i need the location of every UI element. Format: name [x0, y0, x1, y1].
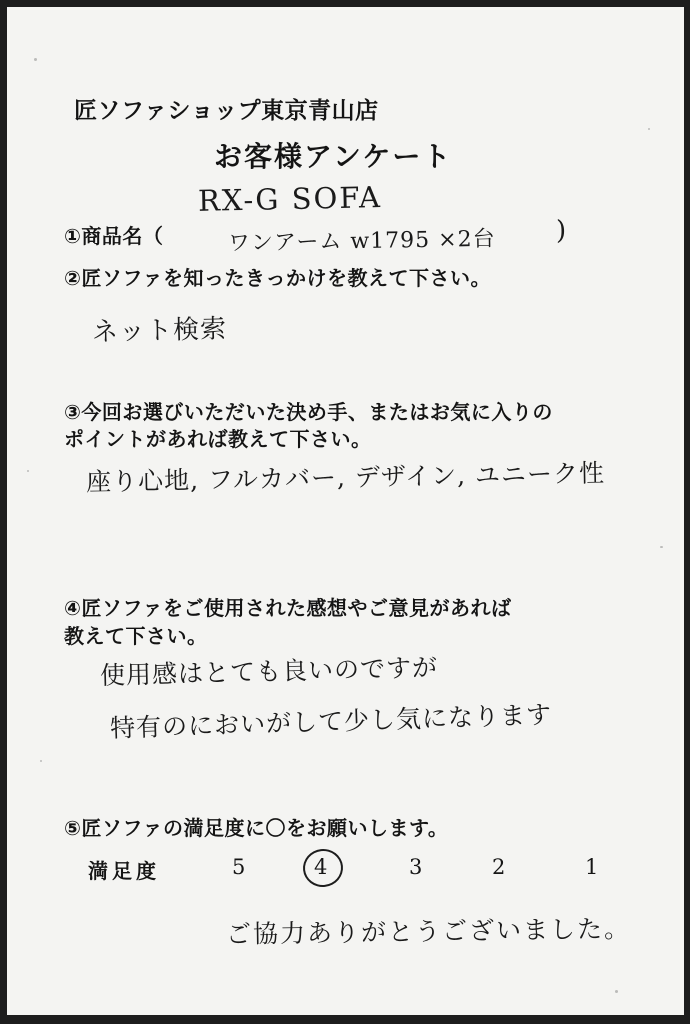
- rating-option-2[interactable]: 2: [492, 855, 506, 879]
- scan-speck: [40, 760, 42, 762]
- page-edge-top: [0, 0, 690, 7]
- rating-option-5[interactable]: 5: [232, 855, 246, 879]
- question-2-label: ②匠ソファを知ったきっかけを教えて下さい。: [64, 266, 492, 290]
- scan-speck: [660, 546, 663, 548]
- rating-option-3[interactable]: 3: [409, 855, 423, 879]
- selected-rating-circle-mark: [301, 847, 345, 889]
- scan-speck: [27, 470, 29, 472]
- question-3-label-line-1: ③今回お選びいただいた決め手、またはお気に入りの: [64, 400, 553, 424]
- rating-option-1[interactable]: 1: [585, 855, 599, 879]
- question-5-label: ⑤匠ソファの満足度に〇をお願いします。: [64, 816, 449, 840]
- page-edge-bottom: [0, 1015, 690, 1024]
- question-4-label-line-2: 教えて下さい。: [64, 624, 208, 648]
- answer-2-line-1: ネット検索: [91, 314, 228, 348]
- answer-4-line-2: 特有のにおいがして少し気になります: [109, 700, 553, 743]
- rating-option-4[interactable]: 4: [314, 855, 328, 879]
- question-1-label: ①商品名（: [64, 224, 164, 248]
- question-1-closing-paren: ): [556, 216, 567, 246]
- closing-message: ご協力ありがとうございました。: [225, 914, 632, 949]
- answer-4-line-1: 使用感はとても良いのですが: [99, 652, 439, 691]
- question-4-label-line-1: ④匠ソファをご使用された感想やご意見があれば: [64, 596, 512, 620]
- page-edge-left: [0, 0, 7, 1024]
- answer-1-line-2: ワンアーム w1795 ×2台: [227, 226, 496, 257]
- page-edge-right: [684, 0, 690, 1024]
- scan-speck: [34, 58, 37, 61]
- rating-row-label: 満足度: [88, 859, 160, 883]
- answer-1-line-1: RX-G SOFA: [197, 180, 383, 218]
- page-title: お客様アンケート: [214, 140, 453, 173]
- answer-3-line-1: 座り心地, フルカバー, デザイン, ユニーク性: [85, 458, 606, 497]
- scan-speck: [648, 128, 650, 130]
- question-3-label-line-2: ポイントがあれば教えて下さい。: [64, 427, 372, 451]
- shop-name: 匠ソファショップ東京青山店: [74, 98, 379, 124]
- scan-speck: [615, 990, 618, 993]
